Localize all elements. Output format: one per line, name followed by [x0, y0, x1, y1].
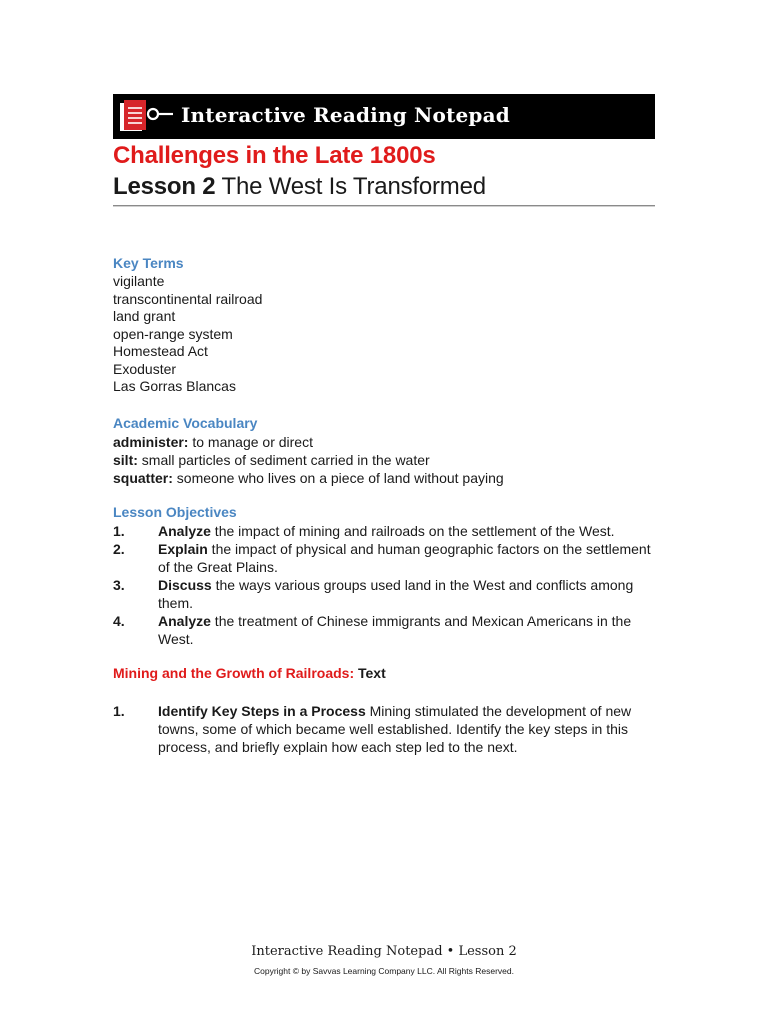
section-heading-suffix: Text: [354, 665, 386, 681]
lesson-objectives-heading: Lesson Objectives: [113, 504, 237, 520]
objective-text: the impact of physical and human geographic factors on the settlement of the Great Plains.: [158, 541, 651, 575]
vocabulary-item: [113, 451, 504, 469]
vocabulary-term: silt:: [113, 452, 138, 468]
question-number: 1.: [113, 703, 125, 719]
key-term: Exoduster: [113, 360, 177, 377]
question-list: [113, 702, 658, 756]
objective-number: 1.: [113, 523, 125, 539]
vocabulary-term: squatter:: [113, 470, 173, 486]
section-heading: [113, 665, 386, 681]
vocabulary-term: administer:: [113, 434, 189, 450]
vocabulary-item: [113, 469, 504, 487]
vocabulary-item: [113, 433, 504, 451]
objective-verb: Explain: [158, 541, 208, 557]
objective-verb: Discuss: [158, 577, 212, 593]
key-term: transcontinental railroad: [113, 290, 263, 307]
objective-number: 3.: [113, 577, 125, 593]
key-term: vigilante: [113, 273, 165, 289]
question-item: [113, 702, 658, 756]
notepad-key-icon: [113, 94, 173, 139]
academic-vocabulary-heading: Academic Vocabulary: [113, 415, 258, 431]
title-divider: [113, 205, 655, 206]
banner-title: Interactive Reading Notepad: [181, 103, 510, 127]
objective-text: the ways various groups used land in the West and conflicts among them.: [158, 577, 634, 611]
notepad-banner: [113, 94, 655, 139]
vocabulary-list: [113, 433, 504, 487]
lesson-name: The West Is Transformed: [221, 173, 486, 200]
vocabulary-definition: small particles of sediment carried in the water: [137, 452, 430, 468]
objective-item: [113, 612, 658, 648]
objective-text: the treatment of Chinese immigrants and Mexican Americans in the West.: [158, 613, 632, 647]
objective-item: [113, 522, 658, 540]
footer-copyright: Copyright © by Savvas Learning Company LLC. All Rights Reserved.: [254, 966, 514, 976]
objective-verb: Analyze: [158, 523, 211, 539]
key-terms-heading: Key Terms: [113, 255, 184, 271]
lesson-title: [113, 173, 486, 201]
vocabulary-definition: someone who lives on a piece of land without paying: [172, 470, 504, 486]
chapter-title: Challenges in the Late 1800s: [113, 142, 436, 169]
question-text: Mining stimulated the development of new towns, some of which became well established. Identify the key steps in this process, and briefly explain how each step led to the next.: [158, 703, 632, 755]
key-term: Homestead Act: [113, 343, 208, 359]
objective-verb: Analyze: [158, 613, 211, 629]
lesson-objectives-list: [113, 522, 658, 648]
key-terms-list: [113, 273, 262, 396]
objective-number: 2.: [113, 541, 125, 557]
objective-item: [113, 576, 658, 612]
objective-number: 4.: [113, 613, 125, 629]
key-term: open-range system: [113, 325, 233, 342]
objective-item: [113, 540, 658, 576]
footer-title: Interactive Reading Notepad • Lesson 2: [251, 944, 517, 959]
key-term: land grant: [113, 308, 176, 324]
objective-text: the impact of mining and railroads on the settlement of the West.: [210, 523, 615, 539]
section-heading-title: Mining and the Growth of Railroads:: [113, 665, 355, 681]
key-term: Las Gorras Blancas: [113, 378, 236, 394]
question-prompt: Identify Key Steps in a Process: [158, 703, 366, 719]
lesson-number: Lesson 2: [113, 173, 216, 200]
vocabulary-definition: to manage or direct: [188, 434, 313, 450]
